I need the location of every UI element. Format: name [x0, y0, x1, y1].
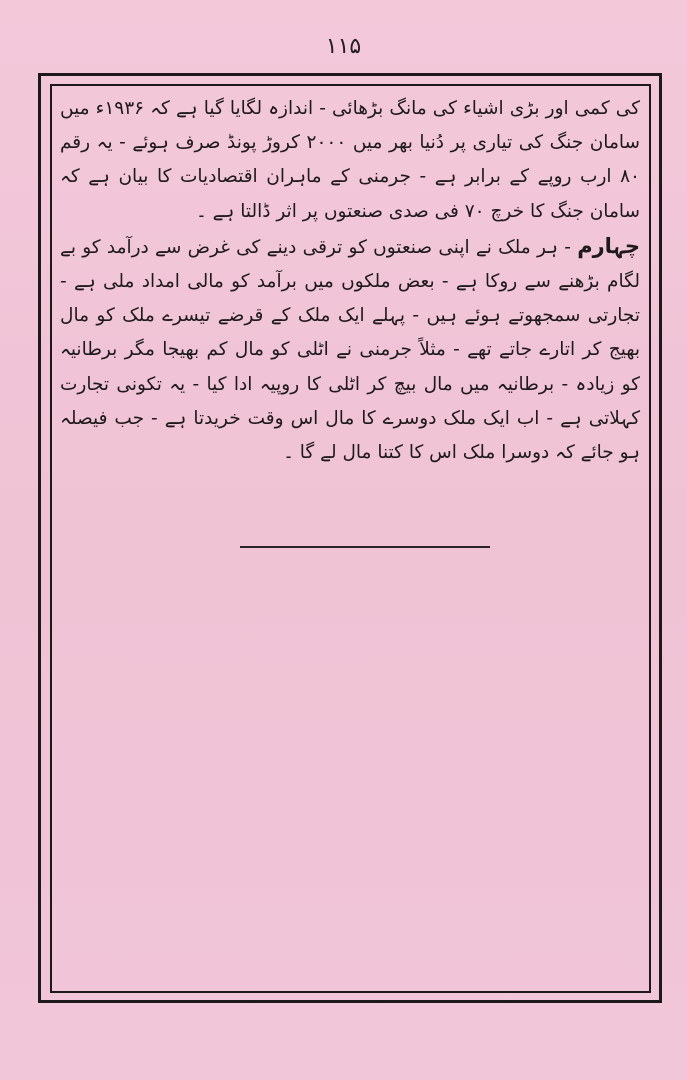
- page-number: ۱۱۵: [325, 34, 362, 59]
- paragraph-war-expenditure: کی کمی اور بڑی اشیاء کی مانگ بڑھائی - اندازہ لگایا گیا ہے کہ ۱۹۳۶ء میں سامان جنگ کی تیاری پر دُنیا بھر میں ۲۰۰۰ کروڑ پونڈ صرف ہوئے - یہ رقم ۸۰ ارب روپے کے برابر ہے - جرمنی کے ماہران اقتصادیات کا بیان ہے کہ سامان جنگ کا خرچ ۷۰ فی صدی صنعتوں پر اثر ڈالتا ہے ۔: [60, 98, 640, 222]
- paragraph-heading-word: چہارم: [577, 233, 640, 258]
- paragraph-trade-restrictions: - ہر ملک نے اپنی صنعتوں کو ترقی دینے کی غرض سے درآمد کو بے لگام بڑھنے سے روکا ہے - بعض ملکوں میں برآمد کو مالی امداد ملی ہے - تجارتی سمجھوتے ہوئے ہیں - پہلے ایک ملک کے قرضے تیسرے ملک کو مال بھیج کر اتارے جاتے تھے - مثلاً جرمنی نے اٹلی کو مال کم بھیجا مگر برطانیہ کو زیادہ - برطانیہ میں مال بیچ کر اٹلی کا روپیہ ادا کیا - یہ تکونی تجارت کہلاتی ہے - اب ایک ملک دوسرے کا مال اس وقت خریدتا ہے - جب فیصلہ ہو جائے کہ دوسرا ملک اس کا کتنا مال لے گا ۔: [60, 236, 640, 464]
- section-end-divider: [240, 546, 490, 548]
- paragraph-fourth-point: [60, 229, 640, 470]
- page-body-text: [60, 92, 640, 470]
